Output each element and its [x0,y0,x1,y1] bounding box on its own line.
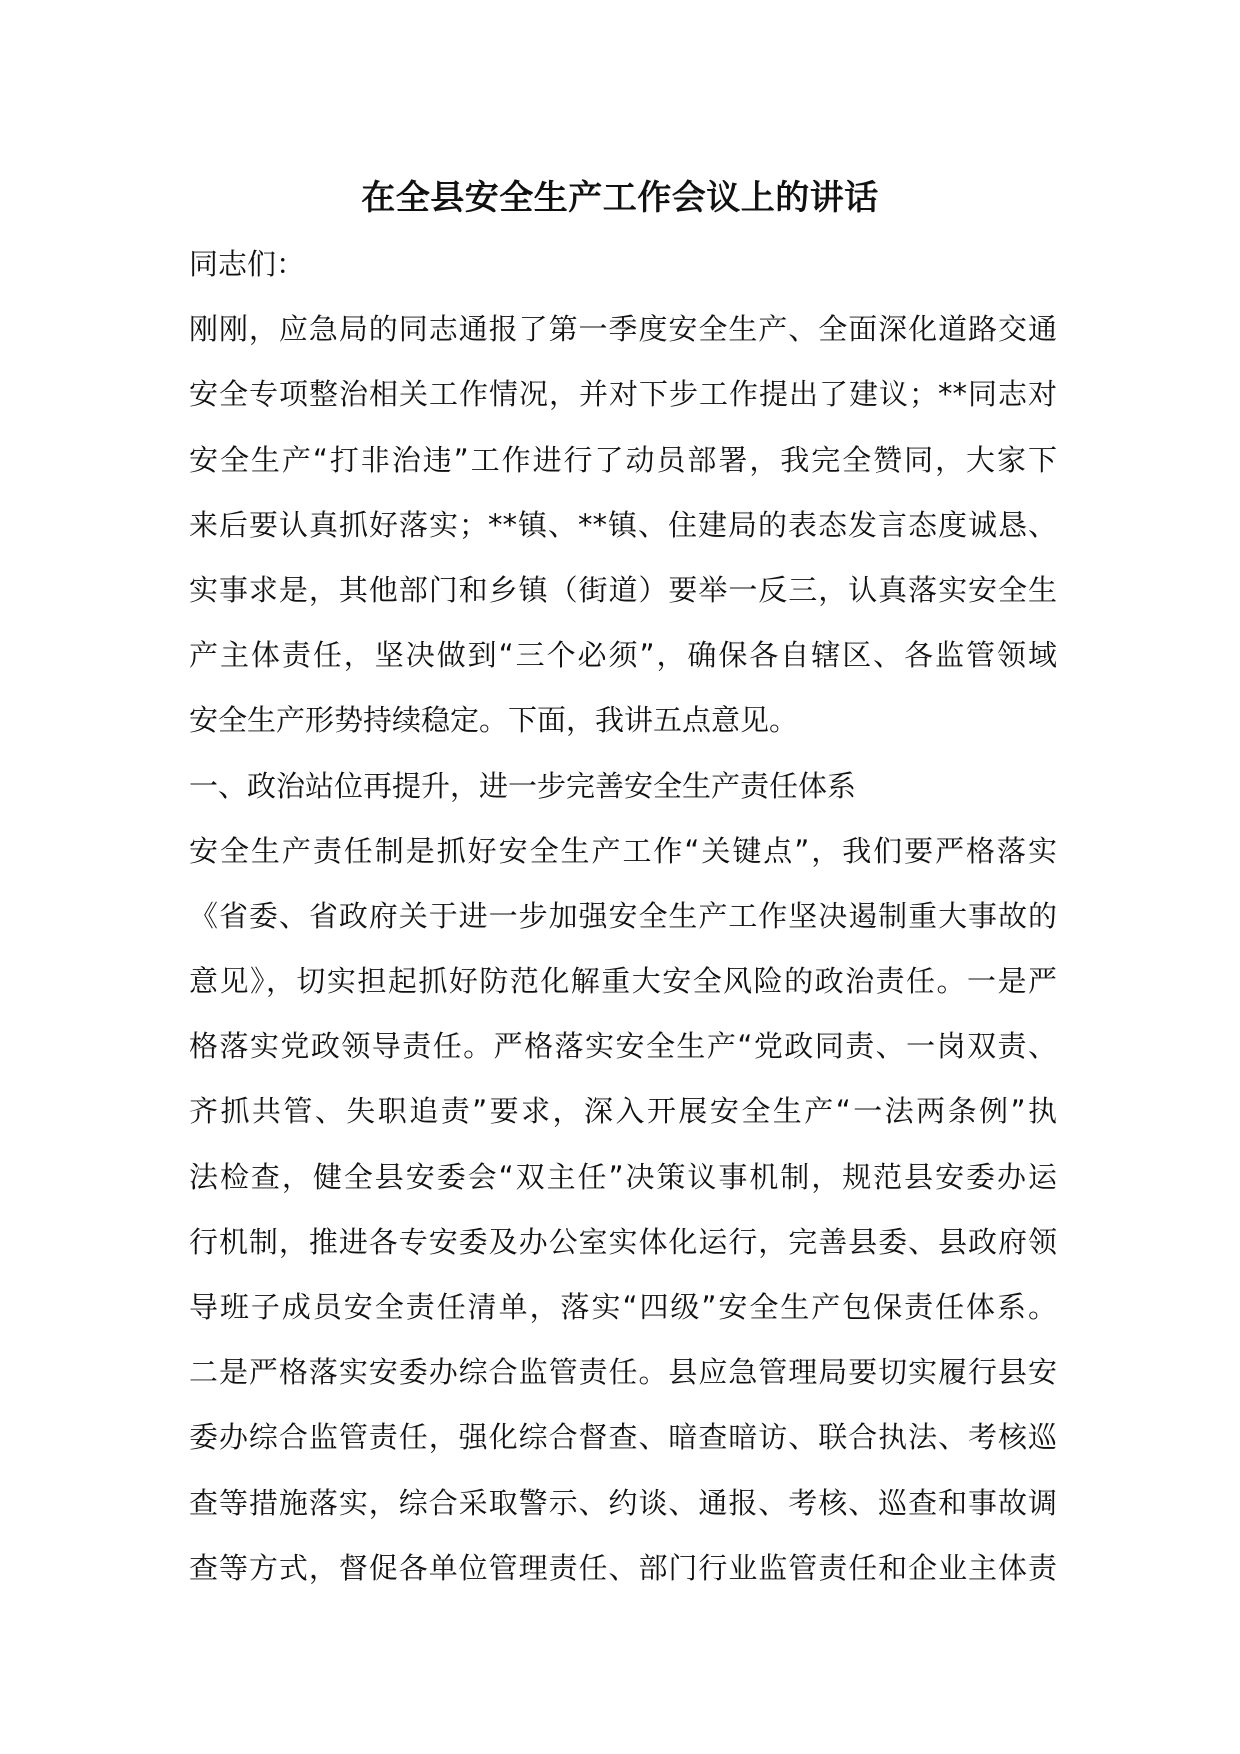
paragraph-line: 安全生产形势持续稳定。下面，我讲五点意见。 [189,703,799,738]
paragraph-line: 法检查，健全县安委会“双主任”决策议事机制，规范县安委办运 [189,1159,1057,1194]
paragraph-line: 安全生产责任制是抓好安全生产工作“关键点”，我们要严格落实 [189,833,1057,868]
paragraph-line: 齐抓共管、失职追责”要求，深入开展安全生产“一法两条例”执 [189,1094,1057,1129]
paragraph-line: 导班子成员安全责任清单，落实“四级”安全生产包保责任体系。 [189,1290,1057,1324]
section-heading: 一、政治站位再提升，进一步完善安全生产责任体系 [189,768,857,803]
paragraph-line: 产主体责任，坚决做到“三个必须”，确保各自辖区、各监管领域 [189,638,1057,673]
paragraph-line: 委办综合监管责任，强化综合督查、暗查暗访、联合执法、考核巡 [189,1420,1057,1455]
document-body [189,232,1057,1601]
paragraph-line: 意见》，切实担起抓好防范化解重大安全风险的政治责任。一是严 [189,964,1057,999]
paragraph-line: 格落实党政领导责任。严格落实安全生产“党政同责、一岗双责、 [189,1029,1057,1064]
paragraph-line: 查等措施落实，综合采取警示、约谈、通报、考核、巡查和事故调 [189,1485,1057,1520]
paragraph-line: 《省委、省政府关于进一步加强安全生产工作坚决遏制重大事故的 [189,898,1057,933]
paragraph-line: 刚刚，应急局的同志通报了第一季度安全生产、全面深化道路交通 [189,312,1057,347]
paragraph-line: 实事求是，其他部门和乡镇（街道）要举一反三，认真落实安全生 [189,572,1057,607]
document-title: 在全县安全生产工作会议上的讲话 [361,178,879,218]
paragraph-line: 二是严格落实安委办综合监管责任。县应急管理局要切实履行县安 [189,1355,1057,1390]
paragraph-line: 查等方式，督促各单位管理责任、部门行业监管责任和企业主体责 [189,1550,1057,1585]
paragraph-line: 行机制，推进各专安委及办公室实体化运行，完善县委、县政府领 [189,1224,1057,1259]
paragraph-line: 来后要认真抓好落实；**镇、**镇、住建局的表态发言态度诚恳、 [189,507,1057,542]
paragraph-line: 安全专项整治相关工作情况，并对下步工作提出了建议；**同志对 [189,377,1057,412]
salutation: 同志们： [189,247,306,281]
paragraph-line: 安全生产“打非治违”工作进行了动员部署，我完全赞同，大家下 [189,442,1057,477]
